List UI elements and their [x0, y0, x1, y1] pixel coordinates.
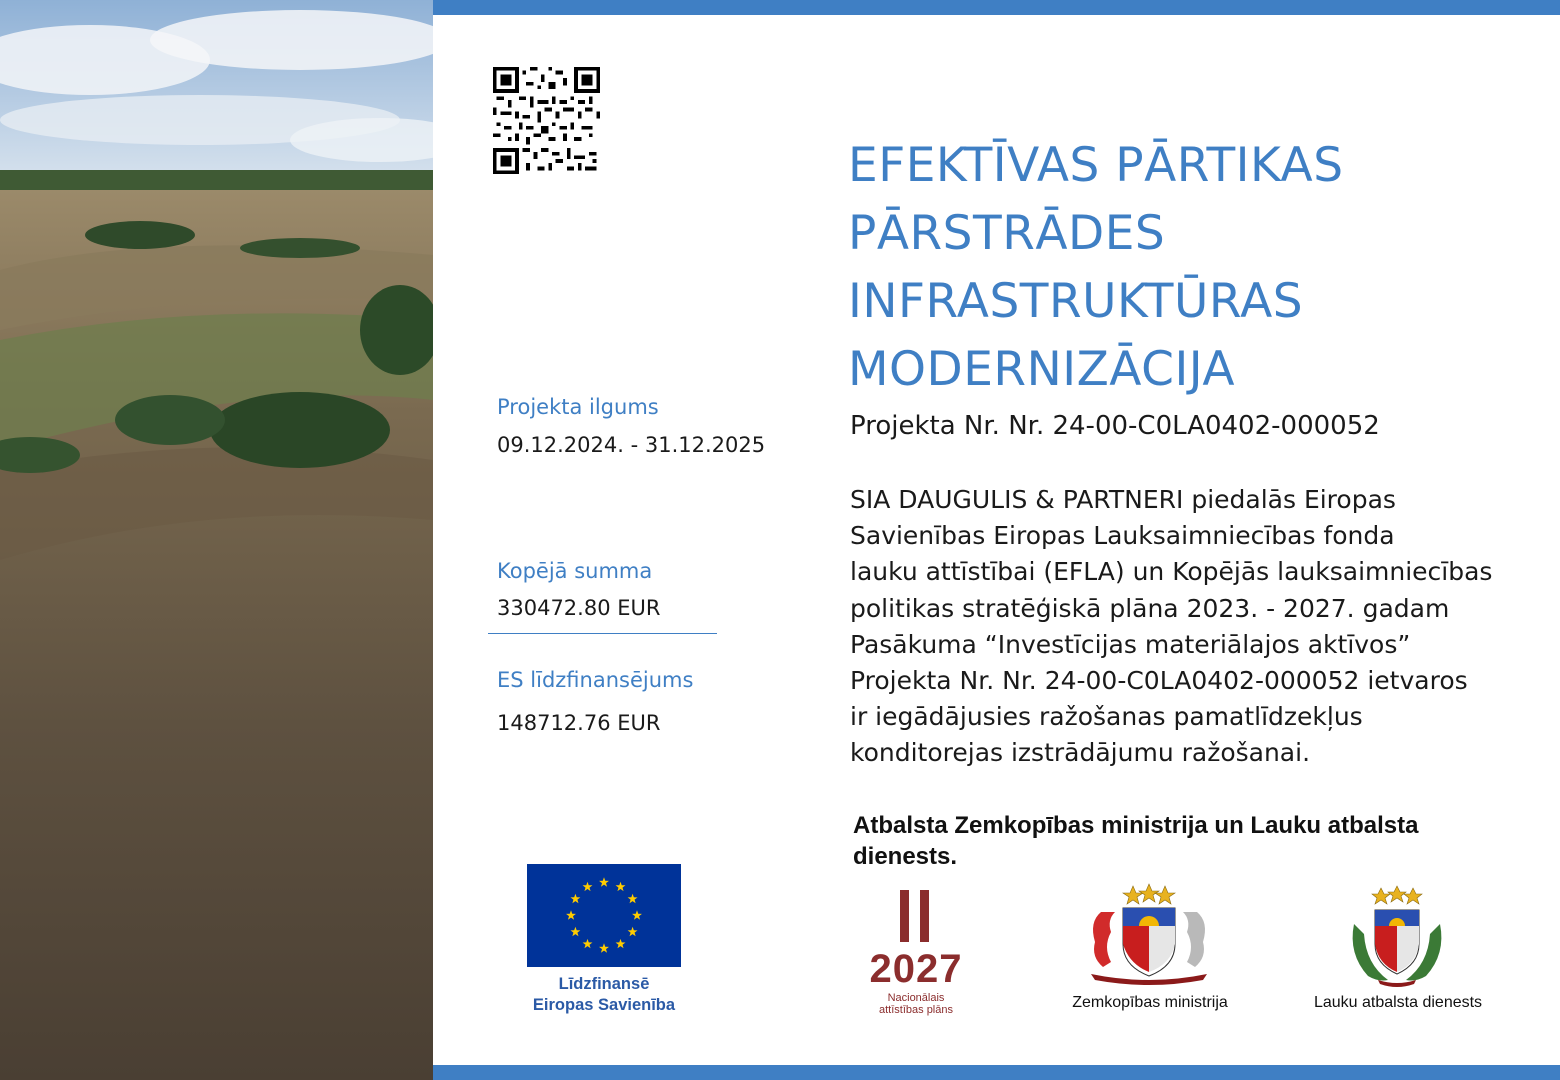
np-year: 2027 [869, 947, 963, 991]
total-amount-value: 330472.80 EUR [497, 596, 661, 620]
support-statement: Atbalsta Zemkopības ministrija un Lauku atbalsta dienests. [853, 812, 1419, 870]
title-line: MODERNIZĀCIJA [848, 342, 1235, 397]
total-amount-label: Kopējā summa [497, 559, 653, 583]
landscape-photo [0, 0, 433, 1080]
cofinancing-label: ES līdzfinansējums [497, 668, 694, 692]
title-line: INFRASTRUKTŪRAS [848, 274, 1304, 329]
description-line: ir iegādājusies ražošanas pamatlīdzekļus [850, 702, 1363, 732]
np-caption-line: attīstības plāns [879, 1004, 953, 1016]
description-line: Savienības Eiropas Lauksaimniecības fonda [850, 521, 1395, 551]
cofinancing-value: 148712.76 EUR [497, 711, 661, 735]
title-line: PĀRSTRĀDES [848, 206, 1166, 261]
eu-caption-line: Eiropas Savienība [532, 996, 676, 1014]
divider [488, 633, 717, 634]
top-accent-bar [433, 0, 1560, 15]
project-number: Projekta Nr. Nr. 24-00-C0LA0402-000052 [850, 411, 1380, 441]
latvia-coat-of-arms-icon [1081, 882, 1217, 987]
title-line: EFEKTĪVAS PĀRTIKAS [848, 138, 1344, 193]
description-line: lauku attīstībai (EFLA) un Kopējās lauksaimniecības [850, 557, 1493, 587]
description-line: SIA DAUGULIS & PARTNERI piedalās Eiropas [850, 485, 1396, 514]
np-caption [862, 992, 970, 1016]
eu-cofinancing-caption [512, 974, 696, 1016]
bottom-accent-bar [433, 1065, 1560, 1080]
eu-caption-line: Līdzfinansē [558, 975, 650, 993]
ministry-caption: Zemkopības ministrija [1072, 994, 1228, 1011]
duration-label: Projekta ilgums [497, 395, 659, 419]
description-line: Pasākuma “Investīcijas materiālajos aktīvos” [850, 629, 1411, 659]
eu-flag-icon [527, 864, 681, 967]
duration-value: 09.12.2024. - 31.12.2025 [497, 433, 766, 457]
project-description [850, 482, 1550, 772]
description-line: Projekta Nr. Nr. 24-00-C0LA0402-000052 ietvaros [850, 666, 1468, 696]
description-line: politikas stratēģiskā plāna 2023. - 2027. gadam [850, 593, 1450, 623]
description-line: konditorejas izstrādājumu ražošanai. [850, 738, 1311, 768]
np-caption-line: Nacionālais [887, 992, 945, 1004]
project-title [848, 132, 1508, 404]
qr-code-icon[interactable] [493, 67, 600, 174]
rural-support-caption: Lauku atbalsta dienests [1313, 994, 1483, 1011]
rural-support-service-crest-icon [1348, 884, 1446, 989]
